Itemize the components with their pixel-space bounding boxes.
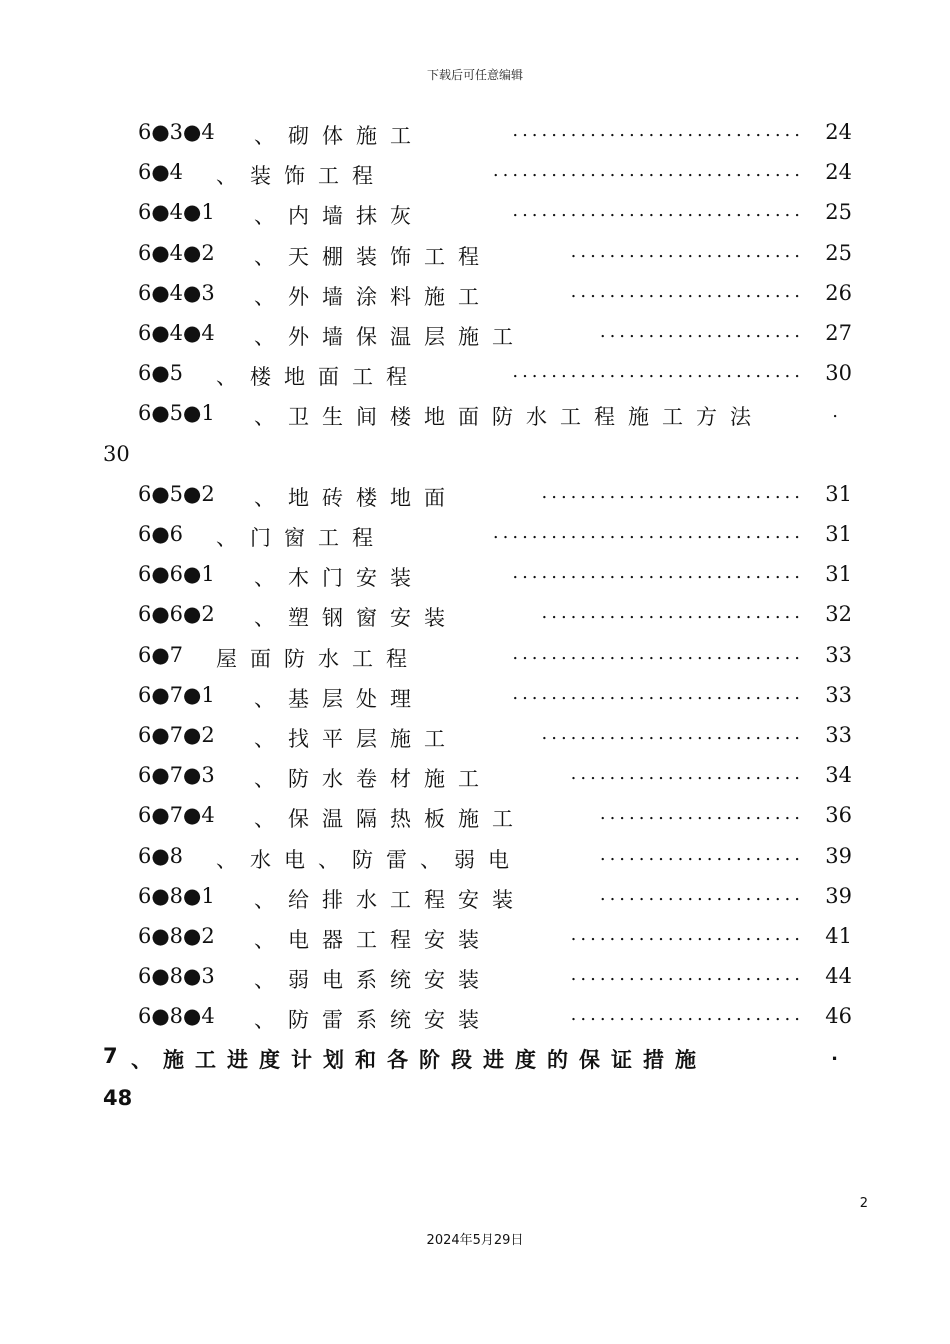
- toc-entry-title: 、电器工程安装: [254, 928, 492, 952]
- toc-entry-title: 、基层处理: [254, 686, 424, 711]
- toc-entry-number: 6●8●3: [138, 964, 215, 989]
- toc-entry-leader: ..............................: [512, 120, 804, 141]
- toc-entry[interactable]: [0, 120, 950, 160]
- toc-entry-number: 6●6: [138, 522, 184, 546]
- page-footer-date: 2024年5月29日: [426, 1233, 524, 1248]
- toc-entry-leader: ........................: [570, 240, 804, 262]
- toc-entry[interactable]: [0, 522, 950, 562]
- toc-entry[interactable]: [0, 602, 950, 642]
- toc-entry-number: 6●4●2: [138, 240, 215, 265]
- toc-entry[interactable]: [0, 803, 950, 843]
- toc-entry-title: 、保温隔热板施工: [254, 807, 526, 832]
- toc-entry[interactable]: [0, 924, 950, 964]
- toc-entry-number: 6●6●2: [138, 602, 215, 627]
- toc-entry-number: 6●4●1: [138, 200, 215, 225]
- toc-entry-chapter-7[interactable]: [0, 1044, 950, 1084]
- toc-entry-leader: .....................: [599, 883, 804, 905]
- toc-entry-leader: .: [832, 401, 842, 423]
- toc-entry-page: 27: [825, 321, 852, 345]
- toc-entry-page: 31: [825, 522, 852, 546]
- toc-entry-leader: ...........................: [541, 481, 804, 503]
- toc-entry-leader: ...........................: [541, 602, 804, 624]
- toc-entry-page: 24: [825, 160, 852, 185]
- toc-entry-number: 6●3●4: [138, 120, 215, 144]
- toc-entry-title: 、水电、防雷、弱电: [216, 847, 522, 872]
- toc-entry[interactable]: [0, 844, 950, 884]
- toc-entry-page: 32: [825, 602, 852, 627]
- toc-entry[interactable]: [0, 200, 950, 240]
- toc-entry-title: 屋面防水工程: [216, 646, 420, 671]
- toc-entry-number: 7: [103, 1044, 118, 1068]
- toc-entry-leader: ........................: [570, 763, 804, 785]
- toc-entry[interactable]: [0, 562, 950, 602]
- toc-entry[interactable]: [0, 281, 950, 321]
- toc-entry-page: 24: [825, 120, 852, 144]
- toc-entry-number: 6●8●2: [138, 924, 215, 948]
- toc-entry-page: 33: [825, 682, 852, 707]
- toc-entry-title: 、楼地面工程: [216, 365, 420, 390]
- toc-entry[interactable]: [0, 884, 950, 924]
- toc-entry-number: 6●5: [138, 361, 184, 386]
- page-header: 下载后可任意编辑: [426, 68, 523, 82]
- toc-entry-leader: .....................: [599, 321, 804, 342]
- toc-entry-page: 39: [825, 843, 852, 868]
- toc-entry-number: 6●5●2: [138, 481, 215, 506]
- toc-entry-title: 、内墙抹灰: [254, 204, 424, 229]
- toc-entry-page: 30: [825, 361, 852, 386]
- toc-entry-leader: ................................: [492, 522, 804, 543]
- toc-entry-leader: ................................: [492, 160, 804, 182]
- toc-entry[interactable]: [0, 241, 950, 281]
- toc-entry-number: 6●6●1: [138, 562, 215, 587]
- toc-entry[interactable]: [0, 321, 950, 361]
- toc-entry-number: 6●7●3: [138, 763, 215, 788]
- toc-entry-leader: ..............................: [512, 200, 804, 222]
- toc-entry-leader: ..............................: [512, 682, 804, 704]
- toc-entry-page: 44: [825, 964, 852, 989]
- toc-entry-number: 6●7: [138, 642, 184, 667]
- toc-entry-page: 46: [825, 1004, 852, 1029]
- toc-entry-number: 6●4●4: [138, 321, 215, 345]
- toc-entry-page: 36: [825, 803, 852, 828]
- toc-entry-number: 6●8●4: [138, 1004, 215, 1029]
- toc-entry-page: 31: [825, 562, 852, 587]
- toc-entry[interactable]: [0, 361, 950, 401]
- toc-entry-title: 、施工进度计划和各阶段进度的保证措施: [131, 1048, 707, 1072]
- toc-entry-leader: .....................: [599, 803, 804, 825]
- toc-entry-page: 30: [103, 441, 130, 466]
- toc-entry-leader: ...........................: [541, 723, 804, 744]
- toc-entry-number: 6●4: [138, 160, 184, 185]
- toc-entry-number: 6●8●1: [138, 883, 215, 908]
- toc-entry-page: 26: [825, 280, 852, 305]
- toc-entry-leader: .: [831, 1044, 842, 1065]
- toc-entry[interactable]: [0, 160, 950, 200]
- toc-entry[interactable]: [0, 482, 950, 522]
- toc-entry[interactable]: [0, 964, 950, 1004]
- toc-entry-page: 33: [825, 642, 852, 667]
- toc-entry-leader: ..............................: [512, 642, 804, 664]
- toc-entry-leader: ........................: [570, 964, 804, 986]
- toc-entry-title: 、塑钢窗安装: [254, 606, 458, 631]
- toc-entry[interactable]: [0, 683, 950, 723]
- toc-entry-leader: ........................: [570, 1004, 804, 1026]
- toc-entry-number: 6●7●1: [138, 682, 215, 707]
- toc-entry-title: 、弱电系统安装: [254, 968, 492, 993]
- toc-entry-page: 25: [825, 240, 852, 265]
- toc-entry-leader: ..............................: [512, 562, 804, 584]
- toc-entry-title: 、防雷系统安装: [254, 1008, 492, 1033]
- toc-entry-title: 、找平层施工: [254, 727, 458, 751]
- toc-entry-leader: .....................: [599, 843, 804, 865]
- toc-entry-page: 31: [825, 481, 852, 506]
- toc-entry-page: 39: [825, 883, 852, 908]
- toc-entry-title: 、天棚装饰工程: [254, 244, 492, 269]
- toc-entry-title: 、外墙保温层施工: [254, 325, 526, 349]
- toc-entry-title: 、地砖楼地面: [254, 485, 458, 510]
- toc-entry[interactable]: [0, 643, 950, 683]
- toc-entry-title: 、防水卷材施工: [254, 767, 492, 792]
- toc-entry[interactable]: [0, 401, 950, 441]
- toc-entry-title: 、装饰工程: [216, 164, 386, 189]
- toc-entry-number: 6●7●2: [138, 723, 215, 747]
- toc-entry[interactable]: [0, 723, 950, 763]
- toc-entry-leader: ..............................: [512, 361, 804, 383]
- toc-entry-page: 41: [825, 924, 852, 948]
- toc-entry-title: 、外墙涂料施工: [254, 284, 492, 309]
- toc-entry-page: 48: [103, 1086, 133, 1110]
- toc-entry[interactable]: [0, 1004, 950, 1044]
- toc-entry-page: 33: [825, 723, 852, 747]
- toc-entry-title: 、门窗工程: [216, 526, 386, 550]
- toc-entry-number: 6●5●1: [138, 401, 215, 426]
- toc-entry[interactable]: [0, 763, 950, 803]
- toc-entry-leader: ........................: [570, 924, 804, 945]
- page-number: 2: [859, 1196, 868, 1211]
- toc-entry-title: 、砌体施工: [254, 124, 424, 148]
- toc-entry-number: 6●7●4: [138, 803, 215, 828]
- toc-entry-leader: ........................: [570, 280, 804, 302]
- toc-entry-title: 、木门安装: [254, 566, 424, 591]
- toc-entry-number: 6●8: [138, 843, 184, 868]
- toc-entry-page: 34: [825, 763, 852, 788]
- toc-entry-number: 6●4●3: [138, 280, 215, 305]
- toc-entry-title: 、给排水工程安装: [254, 887, 526, 912]
- toc-entry-title: 、卫生间楼地面防水工程施工方法: [254, 405, 764, 430]
- toc-entry-page: 25: [825, 200, 852, 225]
